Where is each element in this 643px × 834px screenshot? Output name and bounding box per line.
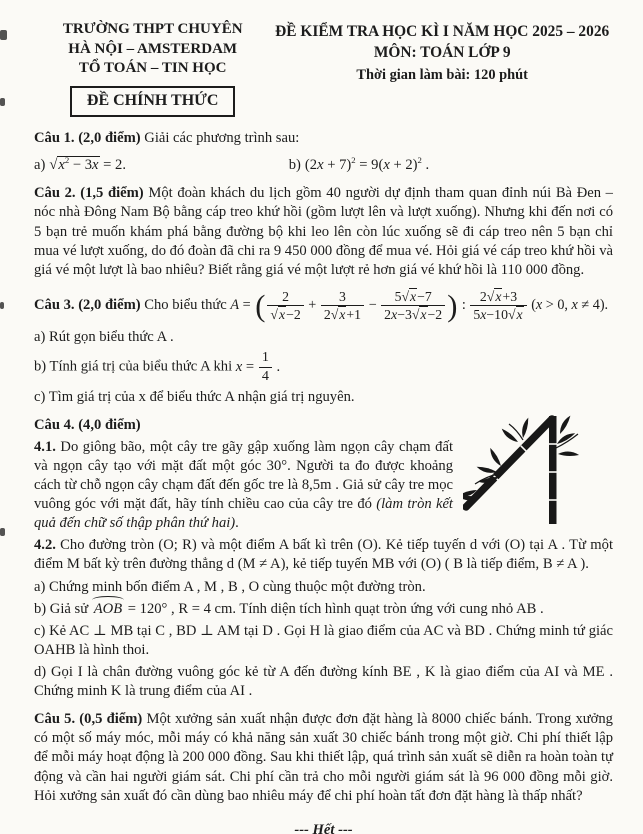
question-4-2 [34, 536, 613, 574]
scan-artifact [0, 528, 5, 536]
question-1-text: Giải các phương trình sau: [140, 130, 300, 147]
question-3a: a) Rút gọn biểu thức A . [34, 328, 174, 345]
question-3 [34, 289, 613, 407]
question-4-1-text: Do giông bão, một cây tre gãy gập xuống làm ngọn cây chạm đất và ngọn cây tạo với mặt đất một góc 30°. Người ta đo được khoảng cách từ chỗ ngọn cây chạm đất đến gốc tre là 8,5m . Giả sử cây tre mọc vuông góc với mặt đất, hãy tính chiều cao của cây tre đó [34, 438, 453, 513]
math-formula-3b: x = $\frac{1}{4}$ . [235, 348, 281, 384]
school-name-line1: TRƯỜNG THPT CHUYÊN [62, 21, 243, 37]
exam-title: ĐỀ KIỂM TRA HỌC KÌ I NĂM HỌC 2025 – 2026 [275, 23, 610, 40]
official-exam-stamp: ĐỀ CHÍNH THỨC [70, 86, 236, 118]
exam-header [34, 20, 613, 117]
math-formula-1b: $(2x + 7)^2 = 9(x + 2)^2$ . [304, 155, 430, 174]
question-1-label: Câu 1. (2,0 điểm) [34, 130, 141, 147]
question-4-2a: a) Chứng minh bốn điểm A , M , B , O cùng thuộc một đường tròn. [34, 578, 426, 595]
item-label-b: b) [288, 157, 301, 174]
school-department: TỔ TOÁN – TIN HỌC [78, 60, 227, 76]
equation-1b [289, 155, 429, 175]
question-3-heading [34, 289, 613, 323]
question-5 [34, 710, 613, 806]
question-5-label: Câu 5. (0,5 điểm) [34, 711, 143, 728]
end-of-exam-marker: --- Hết --- [294, 821, 353, 834]
exam-subject: MÔN: TOÁN LỚP 9 [373, 44, 511, 62]
question-4-label: Câu 4. (4,0 điểm) [34, 416, 141, 433]
question-4-2b [34, 600, 613, 619]
question-2-body [34, 184, 613, 280]
scan-artifact [0, 30, 7, 40]
question-4-2d: d) Gọi I là chân đường vuông góc kẻ từ A đến đường kính BE , K là giao điểm của AI và ME . Chứng minh K là trung điểm của AI . [34, 663, 613, 700]
question-2-text: Một đoàn khách du lịch gồm 40 người dự định tham quan đỉnh núi Bà Đen – nóc nhà Đông Nam Bộ bằng cáp treo khứ hồi (gồm lượt lên và lượt xuống). Nhưng khi đến nơi có 5 bạn trẻ muốn khám phá bằng đường bộ khi leo lên còn lúc xuống sẽ đi cáp treo nên 5 bạn chỉ mua vé lượt xuống, do đó đoàn đã chi ra 9 450 000 đồng để mua vé. Hỏi giá vé cáp treo khứ hồi và giá vé một lượt là bao nhiêu? Biết rằng giá vé một lượt rẻ hơn giá vé khứ hồi là 110 000 đồng. [34, 185, 613, 278]
question-4-1-period: . [235, 515, 239, 532]
question-4-2b-post: = 120° , R = 4 cm. Tính diện tích hình quạt tròn ứng với cung nhỏ AB . [124, 600, 544, 617]
equation-1a [34, 155, 289, 175]
question-4-2-text: Cho đường tròn (O; R) và một điểm A bất kì trên (O). Kẻ tiếp tuyến d với (O) tại A . Từ một điểm M bất kỳ trên đường thẳng d (M ≠ A), kẻ tiếp tuyến MB với (O) ( B là tiếp điểm, B ≠ A ). [34, 537, 613, 573]
question-3b [34, 350, 613, 385]
item-label-a: a) [34, 157, 46, 174]
scan-artifact [0, 98, 5, 106]
school-block [34, 20, 271, 117]
question-3b-text: b) Tính giá trị của biểu thức A khi [34, 358, 236, 375]
scan-artifact [0, 302, 4, 309]
school-name-line2: HÀ NỘI – AMSTERDAM [68, 40, 238, 57]
exam-title-block [271, 20, 613, 117]
exam-duration: Thời gian làm bài: 120 phút [356, 67, 528, 84]
question-3c: c) Tìm giá trị của x để biểu thức A nhận giá trị nguyên. [34, 388, 355, 405]
question-1 [34, 129, 613, 175]
math-formula-1a: √ $x^2 - 3x = 2$. [49, 156, 126, 173]
arc-hat-notation: AOB [92, 600, 124, 619]
question-5-text: Một xưởng sản xuất nhận được đơn đặt hàng là 8000 chiếc bánh. Trong xưởng có một số máy móc, mỗi máy có khả năng sản xuất 30 chiếc bánh trong một giờ. Chi phí thiết lập để mỗi máy hoạt động là 200 000 đồng. Sau khi thiết lập, quá trình sản xuất sẽ diễn ra hoàn toàn tự động và cần hai người giám sát. Chi phí cần trả cho mỗi người giám sát là 96 000 đồng mỗi giờ. Hỏi xưởng sản xuất đó cần dùng bao nhiêu máy để chi phí hoàn tất đơn đặt hàng là thấp nhất? [34, 711, 613, 804]
question-3-intro: Cho biểu thức [140, 297, 231, 314]
question-1-heading [34, 129, 613, 148]
question-4-2-label: 4.2. [34, 537, 56, 554]
question-5-body [34, 710, 613, 806]
question-4-1-label: 4.1. [34, 438, 56, 455]
question-4-2c: c) Kẻ AC ⊥ MB tại C , BD ⊥ AM tại D . Gọi H là giao điểm của AC và BD . Chứng minh tứ giác OAHB là hình thoi. [34, 622, 613, 658]
broken-bamboo-illustration [463, 414, 613, 526]
question-2-label: Câu 2. (1,5 điểm) [34, 185, 144, 202]
math-formula-3: A = ( 2 √ x−2 + $\frac{3}{2 √ x+1}$ − $\frac{5 √ x-7}{2x-3 √ x-2}$ ) : $\frac{2 √ x+3}{5x-10 √ x}$ (x > 0, x ≠ 4). [230, 297, 608, 313]
question-3-label: Câu 3. (2,0 điểm) [34, 297, 141, 314]
question-2 [34, 184, 613, 280]
question-1-equations [34, 155, 613, 175]
question-4-2b-pre: b) Giả sử [34, 600, 92, 617]
question-4-1-note: (làm tròn kết quả đến chữ số thập phân thứ hai) [34, 496, 453, 532]
question-4 [34, 416, 613, 702]
